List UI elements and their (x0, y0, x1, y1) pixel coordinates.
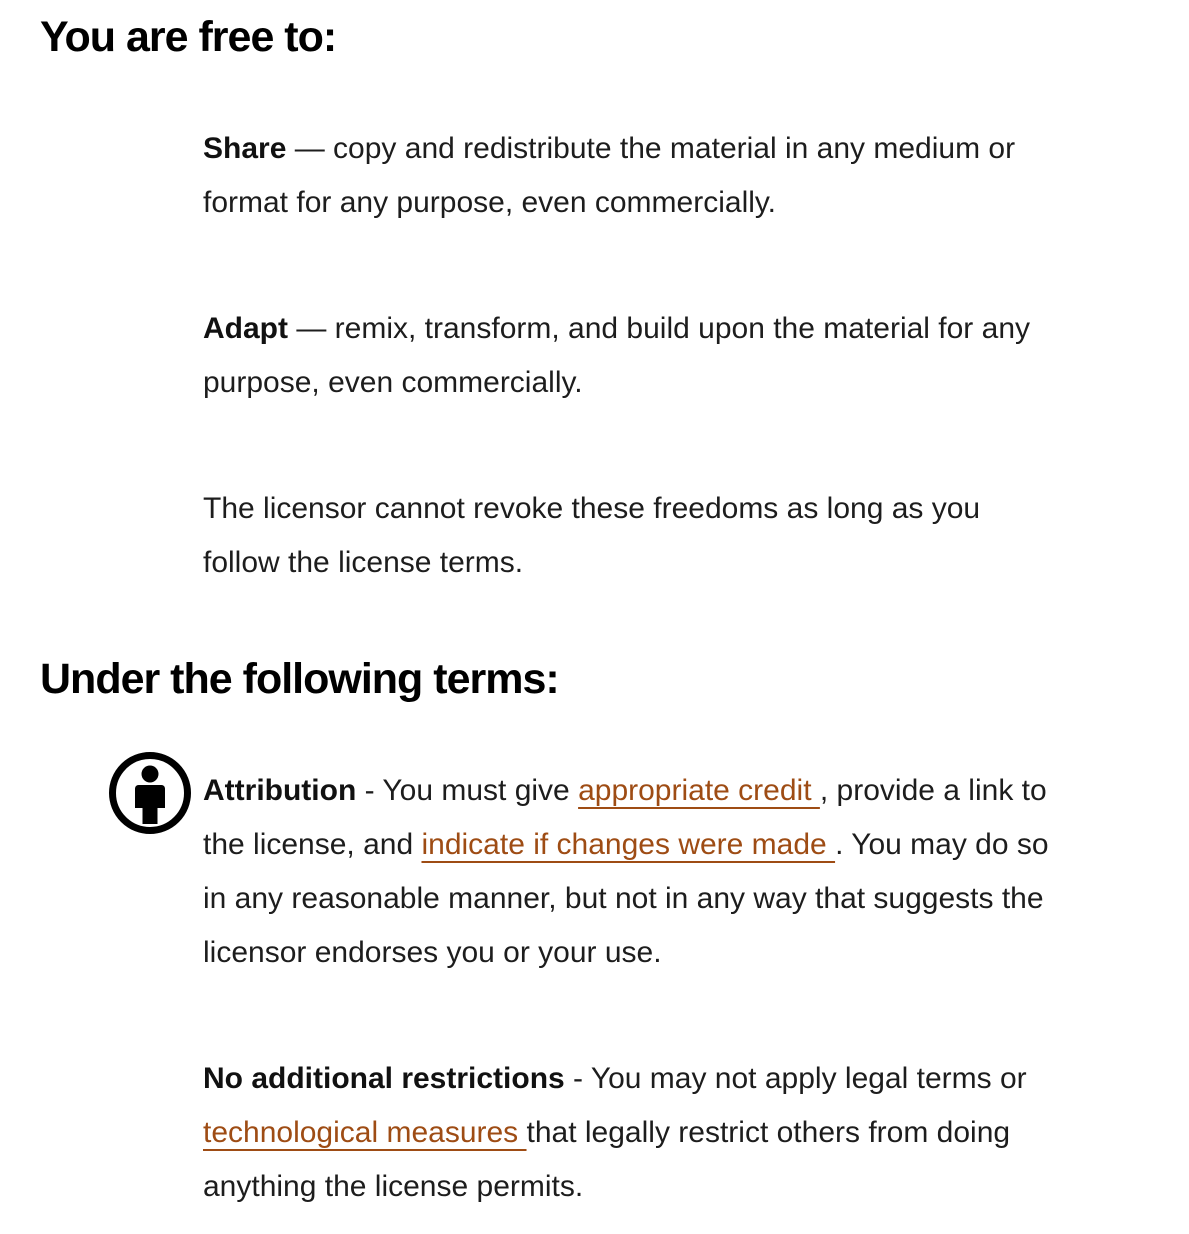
text-run: purpose, even commercially. (203, 366, 583, 399)
text-line (203, 122, 1149, 176)
text-run: — copy and redistribute the material in any medium or (286, 132, 1016, 165)
freedom-share-item (203, 122, 1149, 230)
text-run: - You must give (356, 774, 579, 807)
section-under-following-terms (40, 656, 1149, 1214)
text-line (203, 764, 1149, 818)
licensor-note-item (203, 482, 1149, 590)
text-run: - You may not apply legal terms or (564, 1062, 1027, 1095)
technological-measures-link[interactable]: technological measures (203, 1116, 527, 1149)
indicate-if-changes-were-made-link[interactable]: indicate if changes were made (421, 828, 836, 861)
text-line (203, 818, 1149, 872)
under-following-terms-heading: Under the following terms: (40, 655, 559, 703)
attribution-icon (108, 751, 192, 835)
appropriate-credit-link[interactable]: appropriate credit (578, 774, 820, 807)
text-run: in any reasonable manner, but not in any way that suggests the (203, 882, 1044, 915)
term-attribution-item (203, 764, 1149, 980)
freedom-adapt-item (203, 302, 1149, 410)
text-line (203, 1106, 1149, 1160)
text-run: format for any purpose, even commercially. (203, 186, 777, 219)
text-run: , provide a link to (819, 774, 1047, 807)
text-line (203, 1052, 1149, 1106)
text-run: — remix, transform, and build upon the material for any (288, 312, 1031, 345)
bold-text-run: No additional restrictions (203, 1062, 565, 1095)
text-run: the license, and (203, 828, 422, 861)
text-run: anything the license permits. (203, 1170, 584, 1203)
you-are-free-to-heading: You are free to: (40, 13, 337, 61)
text-line (203, 1160, 1149, 1214)
text-run: The licensor cannot revoke these freedoms as long as you (203, 492, 981, 525)
bold-text-run: Share (203, 132, 287, 165)
text-line (203, 536, 1149, 590)
text-run: that legally restrict others from doing (526, 1116, 1011, 1149)
text-line (203, 872, 1149, 926)
text-line (203, 302, 1149, 356)
term-no-additional-restrictions-item (203, 1052, 1149, 1214)
freedoms-list (203, 122, 1149, 590)
text-line (203, 356, 1149, 410)
text-run: licensor endorses you or your use. (203, 936, 662, 969)
terms-list (203, 764, 1149, 1214)
text-line (203, 176, 1149, 230)
bold-text-run: Adapt (203, 312, 288, 345)
section-you-are-free-to (40, 14, 1149, 590)
text-run: follow the license terms. (203, 546, 524, 579)
bold-text-run: Attribution (203, 774, 357, 807)
text-line (203, 926, 1149, 980)
text-run: . You may do so (835, 828, 1049, 861)
text-line (203, 482, 1149, 536)
